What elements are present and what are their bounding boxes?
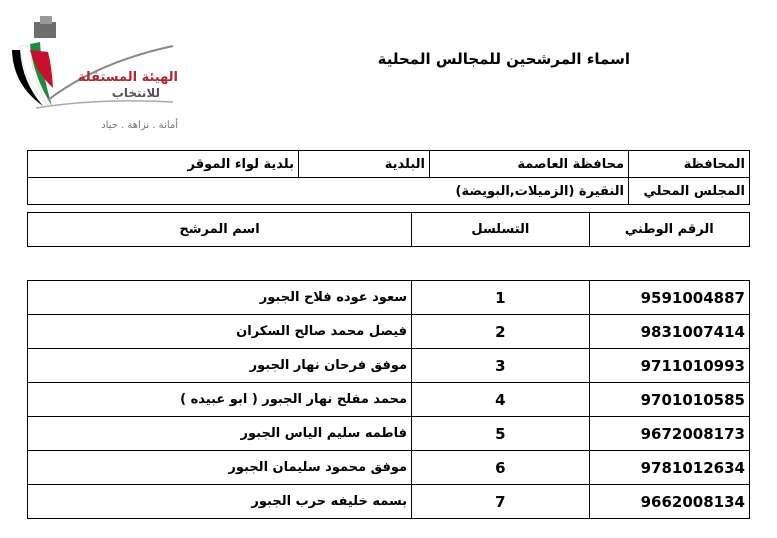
table-row	[28, 349, 750, 383]
logo-name: الهيئة المستقلة	[77, 70, 178, 85]
table-row	[28, 485, 750, 519]
national-id-cell: 9591004887	[589, 281, 749, 315]
candidate-name-cell: سعود عوده فلاح الجبور	[28, 281, 412, 315]
logo	[8, 10, 178, 130]
municipality-value: بلدية لواء الموقر	[28, 151, 299, 178]
seq-cell: 2	[412, 315, 590, 349]
gap-cell	[28, 247, 750, 281]
table-row	[28, 417, 750, 451]
national-id-cell: 9662008134	[589, 485, 749, 519]
info-row	[28, 178, 750, 205]
council-label: المجلس المحلي	[629, 178, 750, 205]
national-id-cell: 9781012634	[589, 451, 749, 485]
governorate-value: محافظة العاصمة	[430, 151, 629, 178]
candidate-name-cell: محمد مفلح نهار الجبور ( ابو عبيده )	[28, 383, 412, 417]
national-id-cell: 9831007414	[589, 315, 749, 349]
header-national-id: الرقم الوطني	[589, 213, 749, 247]
table-row	[28, 281, 750, 315]
governorate-label: المحافظة	[629, 151, 750, 178]
info-table	[27, 150, 750, 205]
national-id-cell: 9711010993	[589, 349, 749, 383]
table-row	[28, 315, 750, 349]
municipality-label: البلدية	[299, 151, 430, 178]
candidate-name-cell: بسمه خليفه حرب الجبور	[28, 485, 412, 519]
seq-cell: 1	[412, 281, 590, 315]
seq-cell: 6	[412, 451, 590, 485]
candidate-name-cell: فاطمه سليم الياس الجبور	[28, 417, 412, 451]
seq-cell: 4	[412, 383, 590, 417]
candidates-table	[27, 212, 750, 519]
seq-cell: 5	[412, 417, 590, 451]
table-row	[28, 383, 750, 417]
table-row	[28, 451, 750, 485]
page-title: اسماء المرشحين للمجالس المحلية	[377, 50, 630, 68]
national-id-cell: 9672008173	[589, 417, 749, 451]
council-value: النقيرة (الزميلات,البويضة)	[28, 178, 629, 205]
logo-subtitle: للانتخاب	[111, 86, 160, 100]
row-gap	[28, 247, 750, 281]
national-id-cell: 9701010585	[589, 383, 749, 417]
table-header-row	[28, 213, 750, 247]
header-seq: التسلسل	[412, 213, 590, 247]
logo-motto: أمانة . نزاهة . حياد	[101, 120, 178, 131]
seq-cell: 3	[412, 349, 590, 383]
candidate-name-cell: موفق فرحان نهار الجبور	[28, 349, 412, 383]
header-name: اسم المرشح	[28, 213, 412, 247]
seq-cell: 7	[412, 485, 590, 519]
candidate-name-cell: فيصل محمد صالح السكران	[28, 315, 412, 349]
info-row	[28, 151, 750, 178]
candidate-name-cell: موفق محمود سليمان الجبور	[28, 451, 412, 485]
